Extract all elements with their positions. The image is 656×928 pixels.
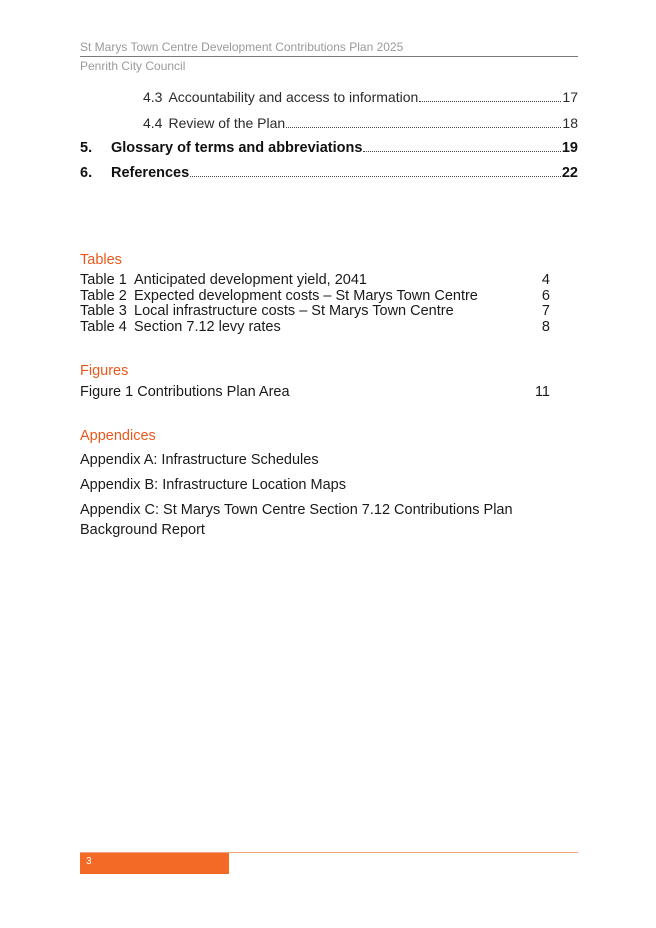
toc-page: 18 xyxy=(562,115,578,131)
toc-entry-5[interactable] xyxy=(80,140,578,156)
toc-page: 19 xyxy=(561,140,578,156)
toc-title: References xyxy=(111,165,190,181)
toc-page: 17 xyxy=(562,89,578,105)
toc-entry-4-3[interactable] xyxy=(80,89,578,105)
toc-title: Accountability and access to information xyxy=(168,89,419,105)
page-number: 3 xyxy=(86,856,92,867)
list-label: Table 3 xyxy=(80,303,127,319)
list-label: Table 2 xyxy=(80,288,127,304)
tables-heading: Tables xyxy=(80,252,122,268)
document-title: St Marys Town Centre Development Contributions Plan 2025 xyxy=(80,40,404,54)
list-page: 4 xyxy=(541,272,550,288)
list-page: 7 xyxy=(541,303,550,319)
toc-leader xyxy=(286,127,561,128)
list-title: Figure 1 Contributions Plan Area xyxy=(80,384,290,400)
toc-leader xyxy=(363,151,560,152)
toc-page: 22 xyxy=(561,165,578,181)
figures-heading: Figures xyxy=(80,363,129,379)
appendix-item-c[interactable]: Appendix C: St Marys Town Centre Section 7.12 Contributions Plan Background Report xyxy=(80,502,513,538)
list-page: 6 xyxy=(541,288,550,304)
appendix-item-b[interactable]: Appendix B: Infrastructure Location Maps xyxy=(80,477,346,493)
footer-page-bar xyxy=(80,853,229,874)
toc-number: 4.3 xyxy=(143,89,163,105)
toc-entry-4-4[interactable] xyxy=(80,115,578,131)
toc-number: 5. xyxy=(80,140,93,156)
list-title: Section 7.12 levy rates xyxy=(134,319,281,335)
figure-list-item-1[interactable] xyxy=(80,384,550,400)
toc-number: 6. xyxy=(80,165,93,181)
header-divider xyxy=(80,56,578,57)
list-label: Table 4 xyxy=(80,319,127,335)
toc-title: Glossary of terms and abbreviations xyxy=(111,140,363,156)
toc-entry-6[interactable] xyxy=(80,165,578,181)
list-page: 11 xyxy=(534,384,550,400)
council-name: Penrith City Council xyxy=(80,59,186,73)
appendix-item-a[interactable]: Appendix A: Infrastructure Schedules xyxy=(80,452,319,468)
appendices-heading: Appendices xyxy=(80,428,156,444)
list-label: Table 1 xyxy=(80,272,127,288)
toc-number: 4.4 xyxy=(143,115,163,131)
list-title: Expected development costs – St Marys Town Centre xyxy=(134,288,478,304)
toc-leader xyxy=(190,176,561,177)
list-title: Local infrastructure costs – St Marys Town Centre xyxy=(134,303,454,319)
list-title: Anticipated development yield, 2041 xyxy=(134,272,367,288)
toc-leader xyxy=(419,101,561,102)
toc-title: Review of the Plan xyxy=(168,115,286,131)
list-page: 8 xyxy=(541,319,550,335)
